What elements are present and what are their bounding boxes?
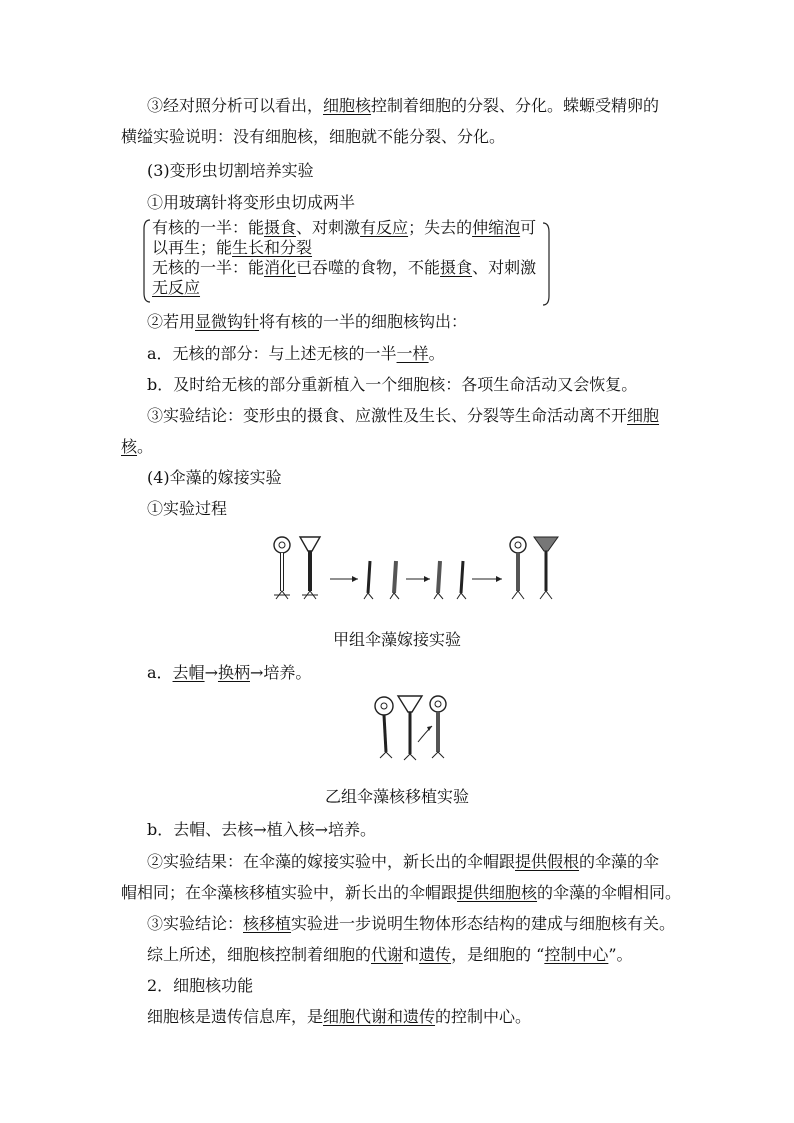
- text: 、对刺激: [472, 258, 537, 277]
- text: 和: [403, 945, 420, 964]
- text: ③经对照分析可以看出，: [147, 96, 324, 115]
- bracket-line-1: [152, 217, 536, 239]
- answer-underline: 摄食: [264, 218, 297, 237]
- text: 以再生；能: [152, 238, 233, 257]
- text: 无核的一半：能: [152, 258, 265, 277]
- answer-underline: 摄食: [440, 258, 473, 277]
- step-line: [147, 311, 467, 333]
- para-line: [147, 95, 659, 117]
- answer-underline: 核移植: [243, 914, 292, 933]
- answer-underline: 消化: [264, 258, 297, 277]
- umbrella-alga-flower-icon: [430, 696, 446, 758]
- para-line: [147, 851, 659, 873]
- para-line: [147, 944, 633, 966]
- text: ；失去的: [408, 218, 473, 237]
- text: ，是细胞的 “: [451, 945, 545, 964]
- answer-underline: 去帽: [172, 663, 205, 682]
- text: →培养。: [249, 663, 312, 682]
- text: 。: [137, 437, 154, 456]
- answer-underline: 提供细胞核: [457, 883, 538, 902]
- answer-underline: 细胞核: [323, 96, 372, 115]
- figure-2-caption: 乙组伞藻核移植实验: [324, 787, 469, 806]
- answer-underline: 换柄: [217, 663, 250, 682]
- item-line: [147, 662, 311, 684]
- answer-underline: 细胞代谢和遗传: [323, 1007, 436, 1026]
- answer-underline: 遗传: [419, 945, 452, 964]
- answer-underline: 显微钩针: [195, 312, 260, 331]
- text: 控制着细胞的分裂、分化。蝾螈受精卵的: [371, 96, 660, 115]
- text: 实验进一步说明生物体形态结构的建成与细胞核有关。: [291, 914, 676, 933]
- text: a．无核的部分：与上述无核的一半: [147, 344, 397, 363]
- figure-1-caption: 甲组伞藻嫁接实验: [332, 630, 461, 649]
- para-line: [121, 882, 681, 904]
- bracket-line-2: [152, 237, 312, 259]
- text: 细胞核是遗传信息库，是: [147, 1007, 324, 1026]
- text: ②若用: [147, 312, 196, 331]
- text: 的伞藻的伞: [579, 852, 660, 871]
- right-bracket: [541, 222, 551, 306]
- text: 的伞藻的伞帽相同。: [537, 883, 682, 902]
- answer-underline: 无反应: [152, 278, 201, 297]
- answer-underline: 伸缩泡: [472, 218, 521, 237]
- section-heading: (3)变形虫切割培养实验: [147, 161, 314, 180]
- text: a．: [147, 663, 173, 682]
- figure-nuclear-transplant: [372, 692, 452, 772]
- figure-grafting: [268, 533, 568, 613]
- umbrella-alga-crenulata-icon: [274, 537, 290, 599]
- answer-underline: 代谢: [371, 945, 404, 964]
- text: 综上所述，细胞核控制着细胞的: [147, 945, 372, 964]
- bracket-line-3: [152, 257, 536, 279]
- answer-underline: 有反应: [360, 218, 409, 237]
- text: 将有核的一半的细胞核钩出：: [259, 312, 468, 331]
- answer-underline: 控制中心: [544, 945, 609, 964]
- bracket-line-4: [152, 277, 200, 299]
- umbrella-alga-flower-icon: [375, 697, 393, 758]
- text: 的控制中心。: [435, 1007, 532, 1026]
- para-line: 横缢实验说明：没有细胞核，细胞就不能分裂、分化。: [121, 127, 506, 146]
- answer-underline: 细胞: [627, 406, 660, 425]
- umbrella-alga-mediterranea-icon: [300, 537, 320, 599]
- item-line: [147, 343, 445, 365]
- item-line: b．及时给无核的部分重新植入一个细胞核：各项生命活动又会恢复。: [147, 375, 638, 394]
- text: 。: [428, 344, 445, 363]
- section-heading: 2．细胞核功能: [147, 976, 254, 995]
- text: 、对刺激: [296, 218, 361, 237]
- umbrella-alga-cup-icon: [398, 696, 422, 760]
- text: 有核的一半：能: [152, 218, 265, 237]
- text: →: [204, 663, 218, 682]
- answer-underline: 提供假根: [515, 852, 580, 871]
- section-heading: (4)伞藻的嫁接实验: [147, 468, 282, 487]
- para-line: [147, 1006, 531, 1028]
- para-line: [147, 913, 675, 935]
- answer-underline: 一样: [396, 344, 429, 363]
- text: ③实验结论：: [147, 914, 244, 933]
- text: 帽相同；在伞藻核移植实验中，新长出的伞帽跟: [121, 883, 458, 902]
- text: 已吞噬的食物，不能: [296, 258, 441, 277]
- text: ③实验结论：变形虫的摄食、应激性及生长、分裂等生命活动离不开: [147, 406, 628, 425]
- step-line: ①用玻璃针将变形虫切成两半: [147, 193, 356, 212]
- answer-underline: 生长和分裂: [232, 238, 313, 257]
- text: ②实验结果：在伞藻的嫁接实验中，新长出的伞帽跟: [147, 852, 516, 871]
- answer-underline: 核: [121, 437, 138, 456]
- item-line: b．去帽、去核→植入核→培养。: [147, 820, 377, 839]
- text: ”。: [608, 945, 633, 964]
- step-line: [121, 436, 153, 458]
- text: 可: [520, 218, 537, 237]
- left-bracket: [142, 219, 152, 303]
- step-line: [147, 405, 659, 427]
- step-line: ①实验过程: [147, 499, 228, 518]
